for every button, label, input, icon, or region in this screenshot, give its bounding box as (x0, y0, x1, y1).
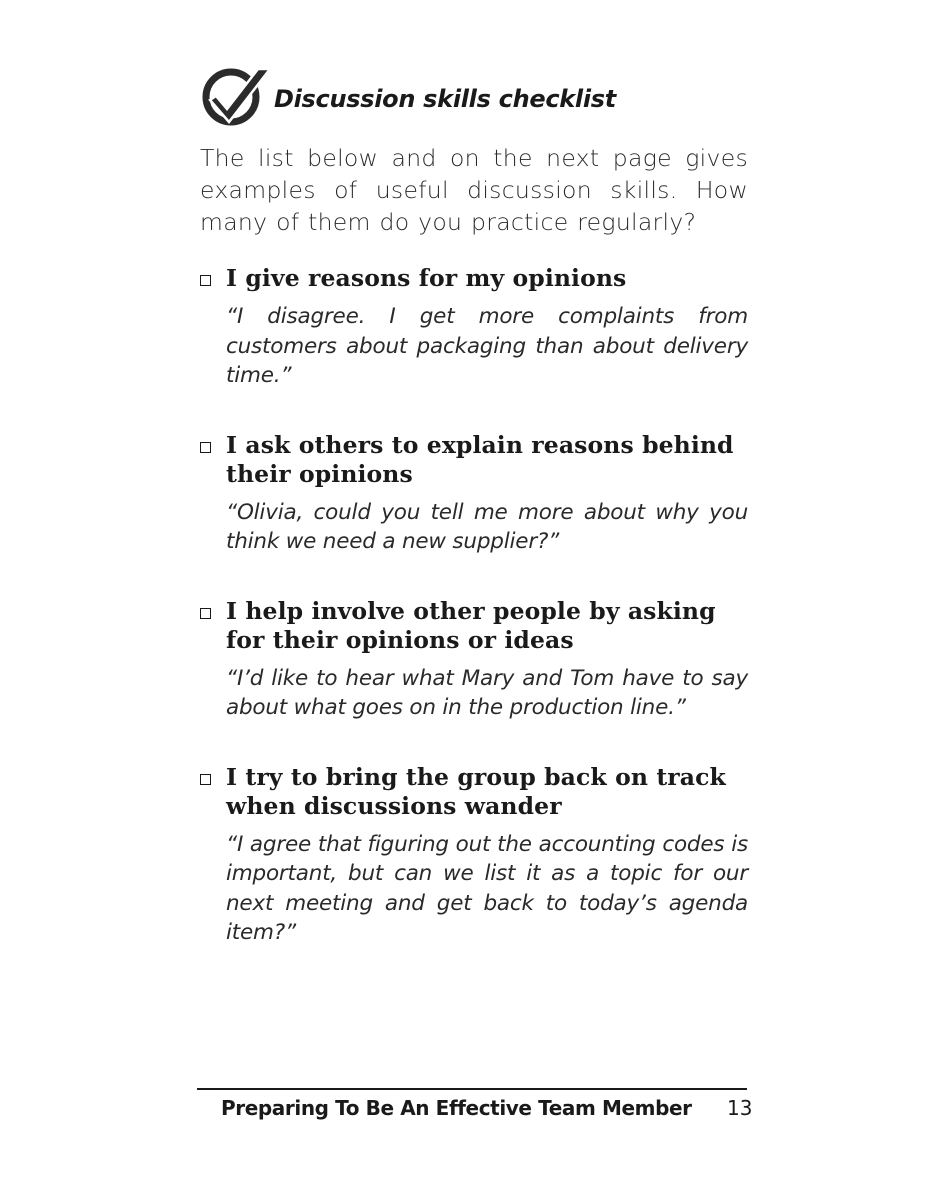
checkbox[interactable] (200, 442, 211, 453)
checklist-item (200, 597, 748, 723)
checkbox[interactable] (200, 275, 211, 286)
footer-divider (197, 1088, 747, 1090)
checklist-item-title: I help involve other people by asking for their opinions or ideas (226, 596, 716, 654)
checkbox[interactable] (200, 774, 211, 785)
checkbox[interactable] (200, 608, 211, 619)
page-content (200, 66, 748, 988)
checklist-item-title: I ask others to explain reasons behind their opinions (226, 430, 734, 488)
section-title: Discussion skills checklist (274, 85, 616, 113)
checklist-item-title: I try to bring the group back on track when discussions wander (226, 762, 726, 820)
page-number: 13 (727, 1096, 753, 1120)
section-heading (200, 66, 748, 128)
checkmark-circle-icon (200, 66, 272, 128)
checklist-item (200, 264, 748, 391)
checklist-item-quote: “Olivia, could you tell me more about why you think we need a new supplier?” (226, 499, 748, 554)
checklist-item-quote: “I agree that figuring out the accounting codes is important, but can we list it as a topic for our next meeting and get back to today’s agenda item?” (226, 831, 748, 945)
checklist-item (200, 763, 748, 948)
checklist (200, 264, 748, 948)
intro-paragraph: The list below and on the next page gives examples of useful discussion skills. How many of them do you practice regularly? (200, 144, 748, 236)
footer-book-title: Preparing To Be An Effective Team Member (221, 1096, 692, 1120)
checklist-item (200, 431, 748, 557)
checklist-item-title: I give reasons for my opinions (226, 264, 627, 292)
checklist-item-quote: “I’d like to hear what Mary and Tom have to say about what goes on in the production line.” (226, 665, 748, 720)
checklist-item-quote: “I disagree. I get more complaints from customers about packaging than about delivery time.” (226, 304, 748, 388)
